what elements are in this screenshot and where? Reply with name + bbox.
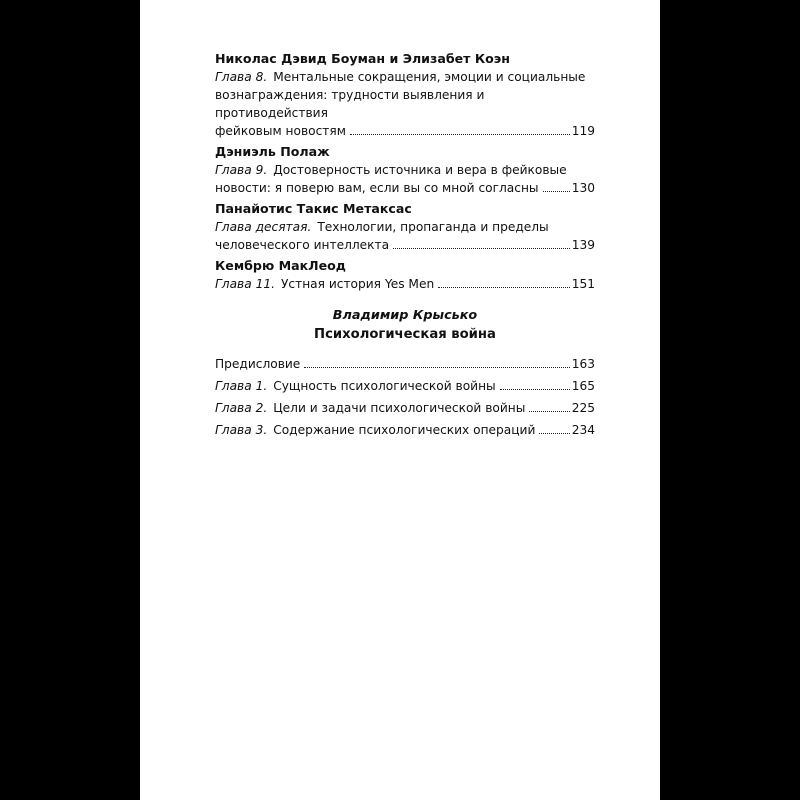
toc-entry [215,49,595,140]
entry-title-wrap [215,421,535,439]
right-margin-bar [660,0,800,800]
section-heading [215,306,595,345]
page-number: 119 [571,124,595,138]
dot-leader [539,433,569,434]
entry-author: Кембрю МакЛеод [215,258,346,273]
entry-author: Николас Дэвид Боуман и Элизабет Коэн [215,51,510,66]
page-number: 163 [571,357,595,371]
entry-title-line [215,68,595,86]
entry-title-wrap [215,399,525,417]
entry-title-text: Сущность психологической войны [273,379,496,393]
dot-leader [350,134,570,135]
page-number: 165 [571,379,595,393]
section-title: Психологическая война [314,327,496,342]
chapter-number: Глава 1. [215,379,268,393]
entry-title-text: Ментальные сокращения, эмоции и социальные [273,70,586,84]
entry-author: Панайотис Такис Метаксас [215,201,412,216]
entry-title-wrap [215,377,496,395]
entry-last-line [215,399,595,417]
page-number: 130 [571,181,595,195]
page-number: 225 [571,401,595,415]
chapter-number: Глава 9. [215,163,268,177]
toc-entry [215,399,595,417]
dot-leader [304,367,569,368]
entry-title-text [215,275,434,293]
entry-title-text: Достоверность источника и вера в фейковые [273,163,567,177]
entry-title-text: человеческого интеллекта [215,238,390,252]
entry-title-text: Цели и задачи психологической войны [273,401,526,415]
toc-entry [215,142,595,197]
dot-leader [438,287,570,288]
entry-title-line [215,161,595,179]
entry-title-text: Содержание психологических операций [273,423,536,437]
toc-entry [215,256,595,293]
left-margin-bar [0,0,140,800]
toc-entry [215,421,595,439]
toc [215,47,595,443]
entry-author: Дэниэль Полаж [215,144,330,159]
entry-title-text: новости: я поверю вам, если вы со мной согласны [215,181,539,195]
chapter-number: Глава 8. [215,70,268,84]
entry-last-line [215,421,595,439]
section-author: Владимир Крысько [332,308,478,323]
dot-leader [529,411,569,412]
chapter-number: Глава 3. [215,423,268,437]
entry-title-text: Предисловие [215,357,301,371]
dot-leader [543,191,570,192]
entry-last-line [215,377,595,395]
page-number: 234 [571,423,595,437]
page-number: 151 [571,277,595,291]
dot-leader [393,248,570,249]
entry-title-text: Технологии, пропаганда и пределы [317,220,549,234]
entry-last-line [215,355,595,373]
table-of-contents-page [140,0,660,800]
chapter-number: Глава 11. [215,277,275,291]
toc-entry [215,377,595,395]
dot-leader [500,389,570,390]
section-contents [215,355,595,439]
toc-entry [215,355,595,373]
entry-title-line: вознаграждения: трудности выявления и противодействия [215,88,485,120]
chapter-number: Глава десятая. [215,220,312,234]
chapter-number: Глава 2. [215,401,268,415]
entry-last-line [215,122,595,140]
toc-entry [215,199,595,254]
entry-title-text: фейковым новостям [215,124,346,138]
entry-title-line [215,218,595,236]
entry-last-line [215,275,595,293]
page-number: 139 [571,238,595,252]
entry-title-text: Устная история Yes Men [280,277,435,291]
entry-last-line [215,236,595,254]
entry-last-line [215,179,595,197]
